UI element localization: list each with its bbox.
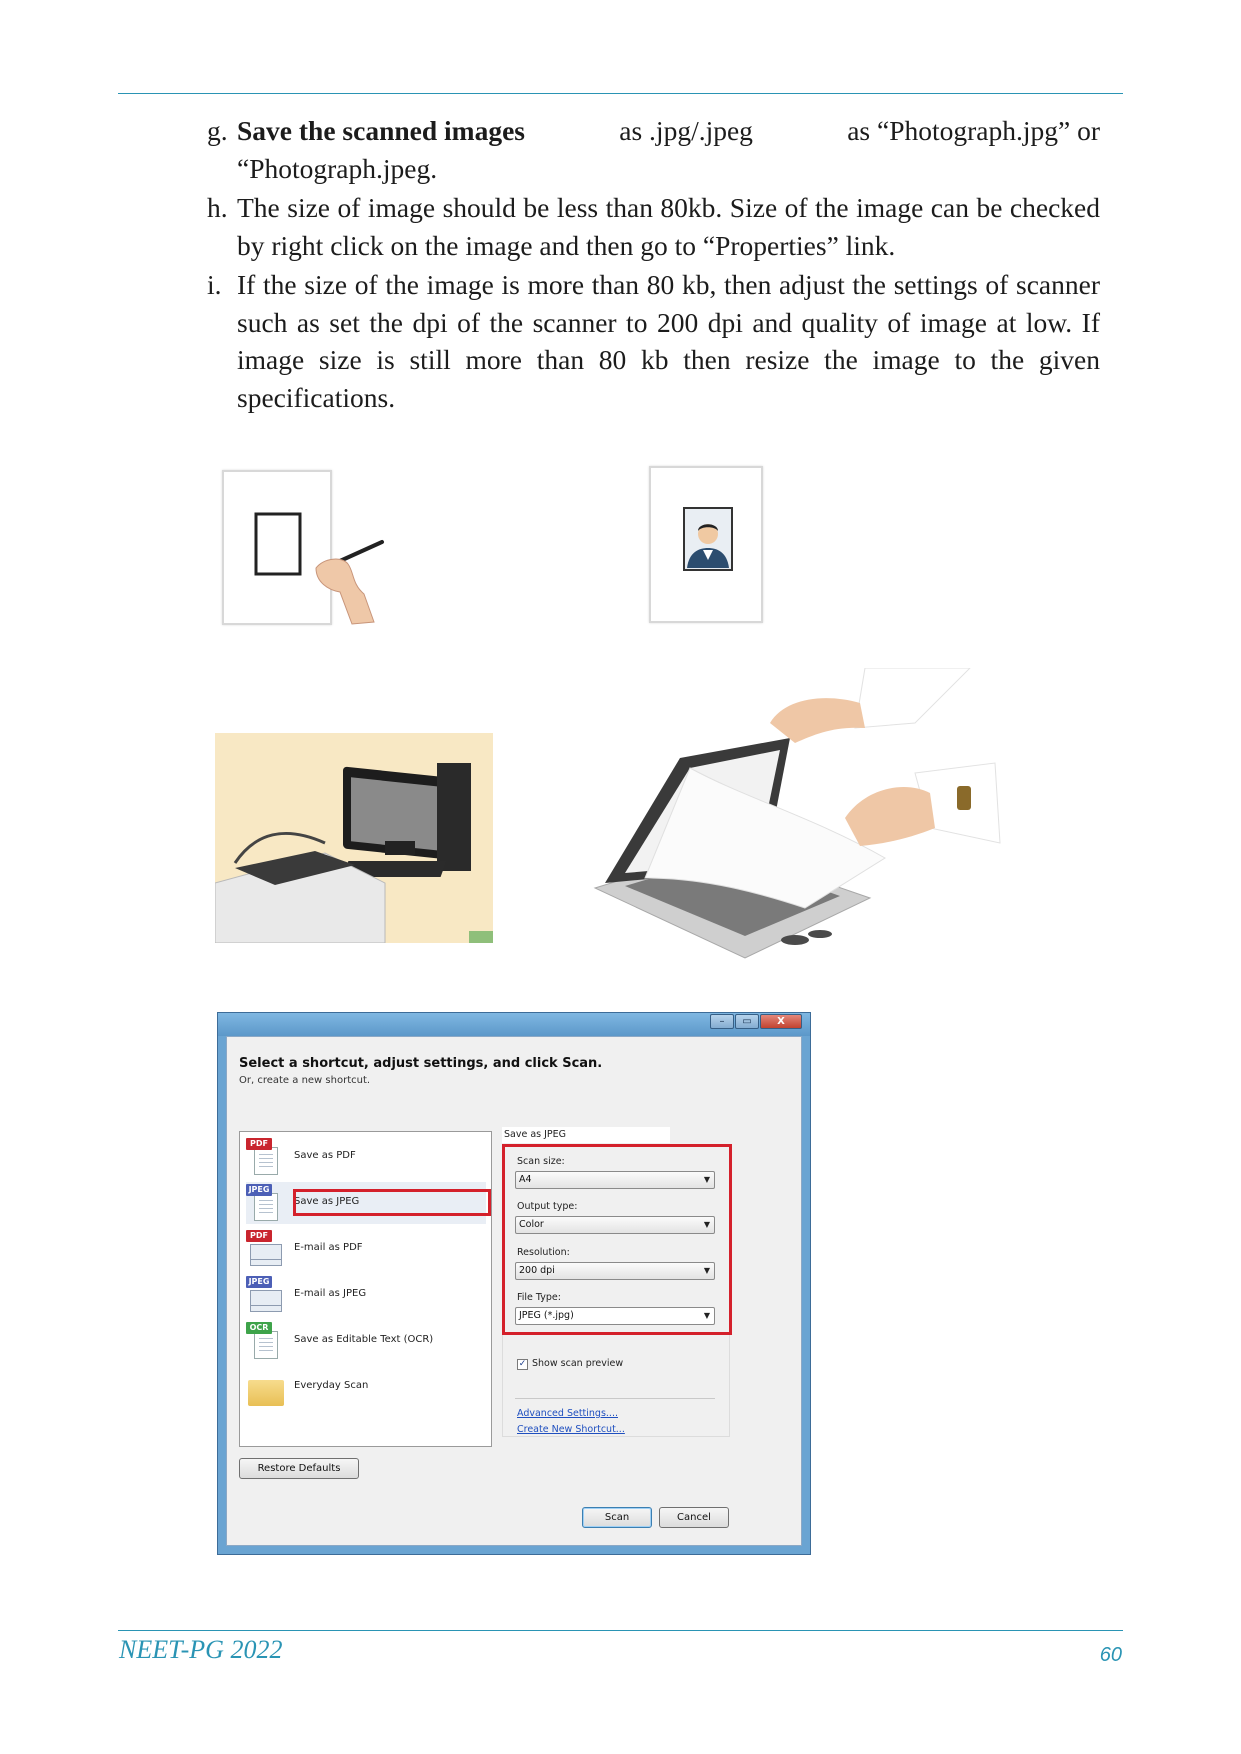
shortcut-label: E-mail as JPEG — [294, 1288, 367, 1299]
close-button[interactable]: X — [760, 1014, 802, 1029]
footer-exam-title: NEET-PG 2022 — [119, 1635, 283, 1664]
chevron-down-icon: ▼ — [703, 1266, 710, 1275]
scan-size-value: A4 — [519, 1174, 532, 1185]
advanced-settings-link[interactable]: Advanced Settings.... — [517, 1408, 618, 1419]
printer-computer-illustration — [215, 733, 493, 943]
selected-shortcut-highlight — [293, 1189, 491, 1216]
item-marker: h. — [207, 192, 228, 223]
pdf-email-icon: PDF — [246, 1230, 286, 1268]
window-controls — [710, 1014, 802, 1029]
create-shortcut-link[interactable]: Create New Shortcut... — [517, 1424, 625, 1435]
settings-divider — [515, 1398, 715, 1399]
item-marker: i. — [207, 269, 222, 300]
instruction-text: The size of image should be less than 80kb. Size of the image can be checked by right click on the image and then go to “Properties” link. — [237, 192, 1100, 261]
resolution-label: Resolution: — [517, 1247, 570, 1258]
bold-phrase: Save the scanned images — [237, 115, 525, 146]
scan-button[interactable]: Scan — [582, 1507, 652, 1528]
footer-rule — [118, 1630, 1123, 1631]
shortcut-email-as-jpeg[interactable] — [246, 1274, 486, 1316]
output-type-value: Color — [519, 1219, 544, 1230]
pdf-document-icon: PDF — [246, 1138, 286, 1176]
shortcut-save-as-ocr[interactable] — [246, 1320, 486, 1362]
flatbed-scanner-illustration — [585, 668, 1005, 968]
file-type-label: File Type: — [517, 1292, 561, 1303]
show-scan-preview-label: Show scan preview — [532, 1358, 624, 1369]
dialog-client-area — [226, 1036, 802, 1546]
chevron-down-icon: ▼ — [703, 1220, 710, 1229]
scan-size-label: Scan size: — [517, 1156, 565, 1167]
passport-photo-icon — [651, 468, 761, 623]
file-type-value: JPEG (*.jpg) — [519, 1310, 574, 1321]
output-type-label: Output type: — [517, 1201, 578, 1212]
dialog-subheading: Or, create a new shortcut. — [239, 1075, 371, 1086]
instruction-g — [207, 112, 1100, 187]
shortcut-list — [239, 1131, 492, 1447]
instruction-g-line1 — [237, 112, 1100, 150]
shortcut-save-as-pdf[interactable] — [246, 1136, 486, 1178]
header-rule — [118, 93, 1123, 94]
restore-defaults-button[interactable]: Restore Defaults — [239, 1458, 359, 1479]
minimize-button[interactable]: – — [710, 1014, 734, 1029]
instruction-i — [207, 266, 1100, 416]
jpeg-email-icon: JPEG — [246, 1276, 286, 1314]
signature-card-illustration — [222, 470, 332, 625]
shortcut-label: Everyday Scan — [294, 1380, 369, 1391]
show-scan-preview-checkbox[interactable]: ✓ — [518, 1359, 527, 1369]
chevron-down-icon: ▼ — [703, 1175, 710, 1184]
shortcut-label: Save as JPEG — [294, 1196, 360, 1207]
shortcut-label: Save as PDF — [294, 1150, 356, 1161]
shortcut-label: E-mail as PDF — [294, 1242, 363, 1253]
folder-icon — [246, 1368, 286, 1406]
computer-printer-icon — [215, 733, 493, 943]
scanner-icon — [585, 668, 1005, 968]
jpeg-document-icon: JPEG — [246, 1184, 286, 1222]
filename-text: as “Photograph.jpg” or — [847, 115, 1100, 146]
shortcut-email-as-pdf[interactable] — [246, 1228, 486, 1270]
resolution-value: 200 dpi — [519, 1265, 555, 1276]
signing-hand-icon — [224, 472, 394, 632]
settings-highlight-box — [502, 1144, 732, 1335]
chevron-down-icon: ▼ — [703, 1311, 710, 1320]
ocr-document-icon: OCR — [246, 1322, 286, 1360]
instruction-text: If the size of the image is more than 80 kb, then adjust the settings of scanner such as set the dpi of the scanner to 200 dpi and quality of image at low. If image size is still more than 80 kb then resize the image to the given specifications. — [237, 269, 1100, 413]
format-text: as .jpg/.jpeg — [619, 115, 753, 146]
instruction-g-line2: “Photograph.jpeg. — [237, 152, 438, 184]
instruction-h — [207, 189, 1100, 264]
maximize-button[interactable]: ▭ — [735, 1014, 759, 1029]
shortcut-save-as-jpeg[interactable] — [246, 1182, 486, 1224]
page-number: 60 — [1099, 1644, 1122, 1666]
item-marker: g. — [207, 115, 228, 146]
window-titlebar — [218, 1013, 810, 1036]
scan-dialog — [217, 1012, 811, 1555]
shortcut-everyday-scan[interactable] — [246, 1366, 486, 1408]
instruction-list — [207, 112, 1100, 418]
shortcut-name-field[interactable]: Save as JPEG — [502, 1127, 670, 1143]
photograph-card-illustration — [649, 466, 763, 623]
shortcut-label: Save as Editable Text (OCR) — [294, 1334, 434, 1345]
cancel-button[interactable]: Cancel — [659, 1507, 729, 1528]
dialog-heading: Select a shortcut, adjust settings, and click Scan. — [239, 1056, 603, 1071]
